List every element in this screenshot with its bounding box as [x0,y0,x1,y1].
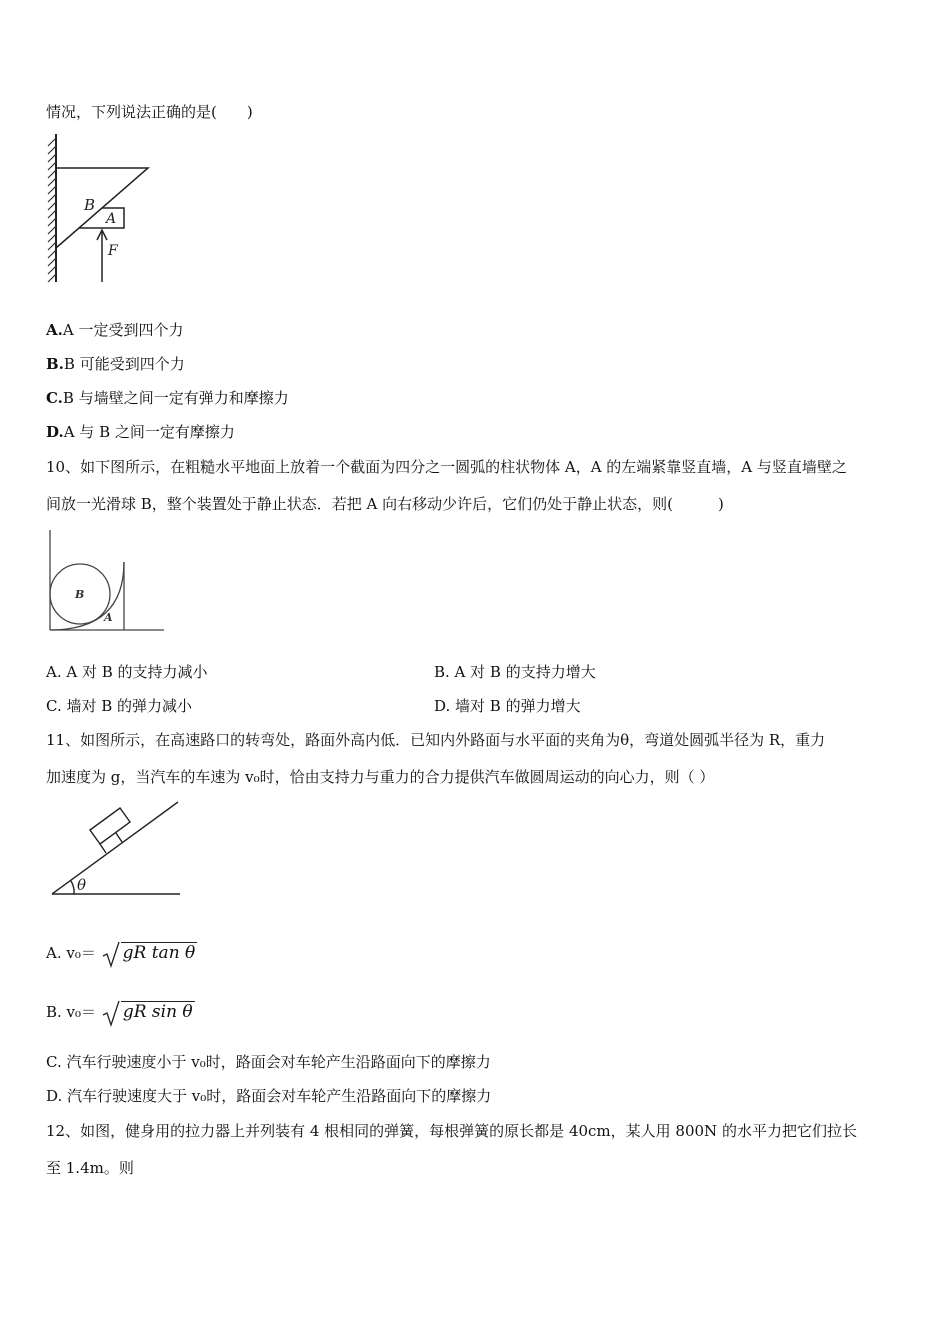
q10-label-b: B [75,588,85,601]
q10-option-b: B. A 对 B 的支持力增大 [434,663,596,681]
q11-option-d: D. 汽车行驶速度大于 v₀时，路面会对车轮产生沿路面向下的摩擦力 [46,1087,492,1105]
q10-label-a: A [104,611,113,624]
q11-option-c: C. 汽车行驶速度小于 v₀时，路面会对车轮产生沿路面向下的摩擦力 [46,1053,491,1071]
q10-option-a: A. A 对 B 的支持力减小 [46,663,208,681]
q9-stem-tail: 情况，下列说法正确的是( ) [46,103,253,121]
q9-figure [40,130,160,290]
q10-option-c: C. 墙对 B 的弹力减小 [46,697,193,715]
q9-option-b: B.B 可能受到四个力 [46,355,185,373]
q10-figure [44,526,168,636]
q9-label-a: A [106,211,117,227]
q10-stem-line2: 间放一光滑球 B，整个装置处于静止状态．若把 A 向右移动少许后，它们仍处于静止状态，则( ) [46,495,724,513]
q9-label-f: F [108,243,118,259]
q9-option-c: C.B 与墙壁之间一定有弹力和摩擦力 [46,389,289,407]
q9-option-a: A.A 一定受到四个力 [46,321,184,339]
sqrt-formula-a: gR tan θ [101,940,198,968]
q9-label-b: B [84,196,96,214]
q11-figure [48,798,184,900]
q11-stem-line1: 11、如图所示，在高速路口的转弯处，路面外高内低．已知内外路面与水平面的夹角为θ，弯道处圆弧半径为 R，重力 [46,731,826,749]
q12-stem-line1: 12、如图，健身用的拉力器上并列装有 4 根相同的弹簧，每根弹簧的原长都是 40cm，某人用 800N 的水平力把它们拉长 [46,1122,857,1140]
q10-option-d: D. 墙对 B 的弹力增大 [434,697,581,715]
q10-stem-line1: 10、如下图所示，在粗糙水平地面上放着一个截面为四分之一圆弧的柱状物体 A，A 的左端紧靠竖直墙，A 与竖直墙壁之 [46,458,847,476]
q11-option-a: A. v₀＝ gR tan θ [46,940,197,968]
q12-stem-line2: 至 1.4m。则 [46,1159,134,1177]
sqrt-formula-b: gR sin θ [101,999,195,1027]
q11-label-theta: θ [77,876,87,894]
q11-option-b: B. v₀＝ gR sin θ [46,999,195,1027]
q11-stem-line2: 加速度为 g，当汽车的车速为 v₀时，恰由支持力与重力的合力提供汽车做圆周运动的向心力，则（ ） [46,768,715,786]
q9-option-d: D.A 与 B 之间一定有摩擦力 [46,423,235,441]
